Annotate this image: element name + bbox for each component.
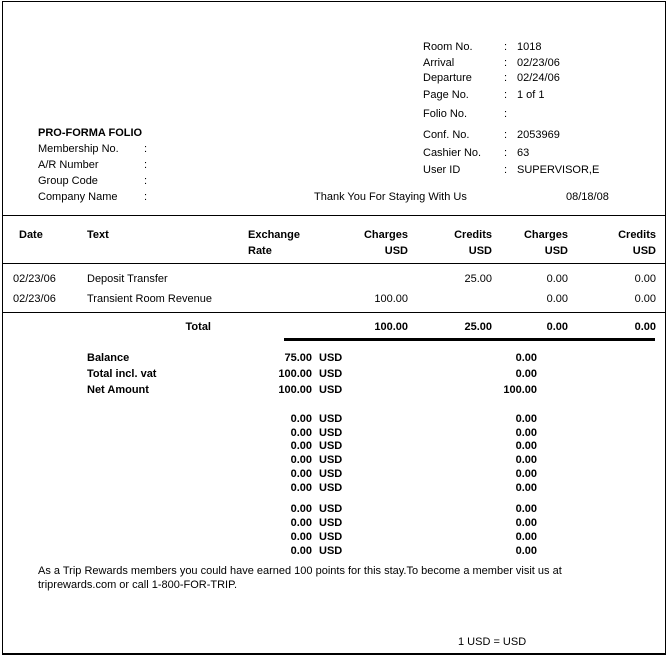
guest-row-company	[38, 191, 154, 204]
col-header-credits2: Credits	[618, 229, 656, 241]
zero-amount: 0.00	[290, 545, 312, 557]
summary-second-amount: 100.00	[503, 384, 537, 396]
cell-date: 02/23/06	[13, 293, 56, 305]
zero-amount: 0.00	[290, 482, 312, 494]
report-title: PRO-FORMA FOLIO	[38, 127, 143, 139]
field-value: 2053969	[517, 129, 560, 141]
zero-amount: 0.00	[290, 517, 312, 529]
zero-amount: 0.00	[290, 503, 312, 515]
zero-amount: 0.00	[290, 468, 312, 480]
zero-second-amount: 0.00	[515, 503, 537, 515]
col-header-exchange-line1: Exchange	[248, 229, 300, 241]
zero-second-amount: 0.00	[515, 413, 537, 425]
colon-separator: :	[144, 159, 148, 171]
cell-credits2: 0.00	[634, 293, 656, 305]
col-header-charges2: Charges	[523, 229, 568, 241]
col-header-credits1: Credits	[454, 229, 492, 241]
zero-second-amount: 0.00	[515, 454, 537, 466]
exchange-rate-note: 1 USD = USD	[458, 636, 527, 648]
zero-row	[3, 427, 665, 441]
summary-amount: 75.00	[284, 352, 312, 364]
cell-text: Deposit Transfer	[87, 273, 168, 285]
summary-row-total-incl-vat	[3, 368, 665, 382]
zero-second-amount: 0.00	[515, 440, 537, 452]
colon-separator: :	[144, 143, 148, 155]
info-row-userid	[423, 164, 599, 177]
colon-separator: :	[144, 175, 148, 187]
summary-amount: 100.00	[278, 384, 312, 396]
zero-row	[3, 413, 665, 427]
summary-label: Balance	[87, 352, 130, 364]
cell-credits2: 0.00	[634, 273, 656, 285]
info-row-departure	[423, 72, 560, 85]
colon-separator: :	[504, 147, 508, 159]
zero-currency: USD	[319, 517, 343, 529]
summary-second-amount: 0.00	[515, 352, 537, 364]
guest-row-ar-number	[38, 159, 154, 172]
colon-separator: :	[504, 72, 508, 84]
field-label: Folio No.	[423, 108, 468, 120]
field-value: 02/24/06	[517, 72, 560, 84]
col-header-exchange-line2: Rate	[248, 245, 272, 257]
info-row-arrival	[423, 57, 560, 70]
colon-separator: :	[144, 191, 148, 203]
total-label: Total	[185, 321, 211, 333]
field-label: Page No.	[423, 89, 469, 101]
cell-text: Transient Room Revenue	[87, 293, 212, 305]
zero-amount: 0.00	[290, 531, 312, 543]
zero-row	[3, 545, 665, 559]
col-header-currency1: USD	[384, 245, 408, 257]
zero-row	[3, 482, 665, 496]
field-value: 1 of 1	[517, 89, 545, 101]
folio-page	[2, 1, 666, 655]
rule-above-total	[3, 312, 665, 313]
summary-label: Net Amount	[87, 384, 149, 396]
colon-separator: :	[504, 57, 508, 69]
zero-row	[3, 503, 665, 517]
cell-charges1: 100.00	[374, 293, 408, 305]
total-row	[3, 321, 665, 335]
zero-currency: USD	[319, 454, 343, 466]
cell-credits1: 25.00	[464, 273, 492, 285]
cell-charges2: 0.00	[546, 293, 568, 305]
zero-row	[3, 531, 665, 545]
info-row-conf	[423, 129, 560, 142]
col-header-charges1: Charges	[363, 229, 408, 241]
rule-under-header	[3, 263, 665, 264]
info-row-cashier	[423, 147, 529, 160]
print-date: 08/18/08	[566, 191, 609, 203]
field-label: Departure	[423, 72, 472, 84]
zero-second-amount: 0.00	[515, 427, 537, 439]
zero-second-amount: 0.00	[515, 545, 537, 557]
zero-currency: USD	[319, 545, 343, 557]
col-header-date: Date	[19, 229, 43, 241]
field-value: 63	[517, 147, 530, 159]
table-header-row	[3, 229, 665, 243]
cell-charges2: 0.00	[546, 273, 568, 285]
zero-row	[3, 440, 665, 454]
zero-currency: USD	[319, 427, 343, 439]
zero-amount: 0.00	[290, 413, 312, 425]
colon-separator: :	[504, 129, 508, 141]
table-header-row2	[3, 245, 665, 259]
zero-second-amount: 0.00	[515, 468, 537, 480]
info-row-room	[423, 41, 541, 54]
rewards-footer-line2: triprewards.com or call 1-800-FOR-TRIP.	[38, 579, 238, 591]
guest-row-group-code	[38, 175, 154, 188]
field-label: Membership No.	[38, 143, 119, 155]
colon-separator: :	[504, 41, 508, 53]
col-header-currency3: USD	[544, 245, 568, 257]
field-label: Conf. No.	[423, 129, 470, 141]
summary-second-amount: 0.00	[515, 368, 537, 380]
zero-currency: USD	[319, 482, 343, 494]
rule-thick-under-total	[284, 338, 655, 341]
cell-date: 02/23/06	[13, 273, 56, 285]
zero-amount: 0.00	[290, 440, 312, 452]
thank-you-message: Thank You For Staying With Us	[314, 191, 467, 203]
table-row	[3, 273, 665, 287]
total-charges2: 0.00	[546, 321, 568, 333]
field-label: Arrival	[423, 57, 455, 69]
zero-second-amount: 0.00	[515, 482, 537, 494]
field-label: User ID	[423, 164, 461, 176]
zero-amount: 0.00	[290, 427, 312, 439]
zero-row	[3, 454, 665, 468]
zero-currency: USD	[319, 440, 343, 452]
colon-separator: :	[504, 89, 508, 101]
summary-currency: USD	[319, 368, 343, 380]
zero-currency: USD	[319, 413, 343, 425]
total-credits1: 25.00	[464, 321, 492, 333]
field-label: Group Code	[38, 175, 98, 187]
col-header-currency2: USD	[468, 245, 492, 257]
summary-currency: USD	[319, 384, 343, 396]
zero-amount: 0.00	[290, 454, 312, 466]
summary-label: Total incl. vat	[87, 368, 157, 380]
zero-second-amount: 0.00	[515, 517, 537, 529]
total-charges1: 100.00	[374, 321, 408, 333]
summary-amount: 100.00	[278, 368, 312, 380]
summary-row-net-amount	[3, 384, 665, 398]
zero-row	[3, 517, 665, 531]
col-header-text: Text	[87, 229, 109, 241]
field-value: SUPERVISOR,E	[517, 164, 600, 176]
info-row-folio	[423, 108, 517, 121]
field-label: Cashier No.	[423, 147, 482, 159]
zero-currency: USD	[319, 468, 343, 480]
colon-separator: :	[504, 164, 508, 176]
col-header-currency4: USD	[632, 245, 656, 257]
info-row-page	[423, 89, 545, 102]
field-label: Room No.	[423, 41, 473, 53]
field-label: A/R Number	[38, 159, 99, 171]
guest-row-membership	[38, 143, 154, 156]
zero-currency: USD	[319, 503, 343, 515]
zero-row	[3, 468, 665, 482]
colon-separator: :	[504, 108, 508, 120]
summary-row-balance	[3, 352, 665, 366]
summary-currency: USD	[319, 352, 343, 364]
rule-header	[3, 215, 665, 216]
field-value: 02/23/06	[517, 57, 560, 69]
total-credits2: 0.00	[634, 321, 656, 333]
table-row	[3, 293, 665, 307]
field-value: 1018	[517, 41, 542, 53]
zero-second-amount: 0.00	[515, 531, 537, 543]
field-label: Company Name	[38, 191, 118, 203]
zero-currency: USD	[319, 531, 343, 543]
rewards-footer-line1: As a Trip Rewards members you could have earned 100 points for this stay.To become a member visit us at	[38, 565, 562, 577]
